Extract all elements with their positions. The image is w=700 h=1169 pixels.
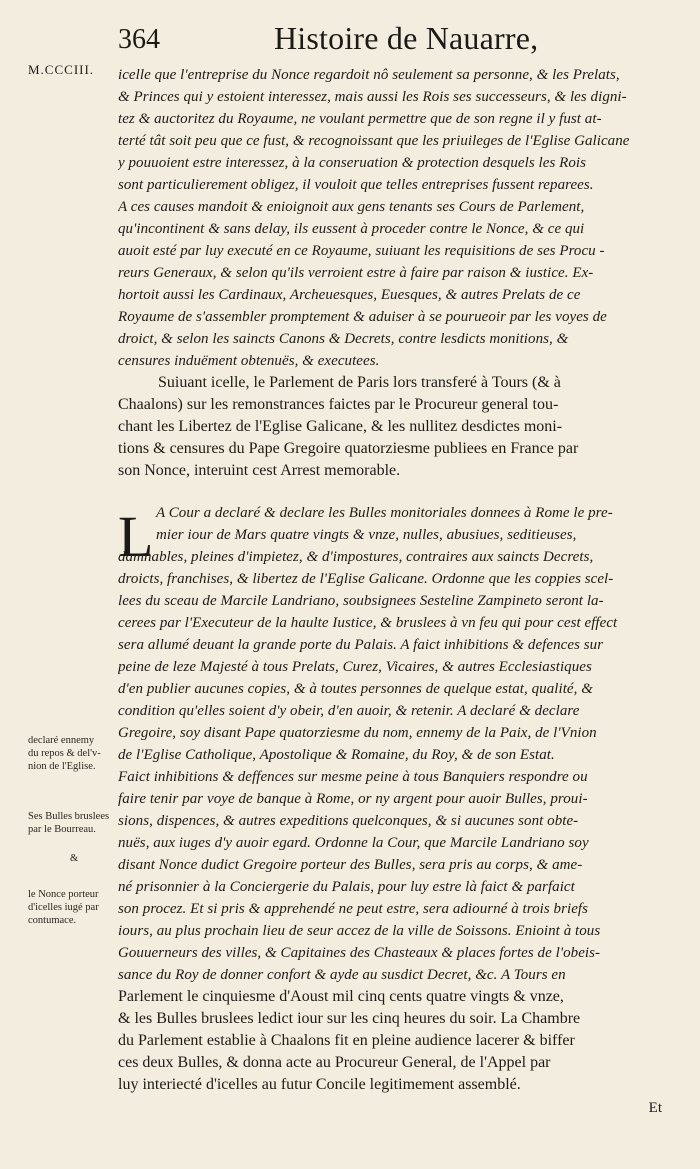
text-line: son Nonce, interuint cest Arrest memorable. [118, 462, 401, 479]
drop-cap: L [118, 504, 154, 569]
text-line: tions & censures du Pape Gregoire quatorziesme publiees en France par [118, 440, 579, 457]
paragraph-parlement [118, 372, 674, 482]
text-line: A Cour a declaré & declare les Bulles monitoriales donnees à Rome le pre- [156, 505, 613, 521]
text-line: auoit esté par luy executé en ce Royaume, suiuant les requisitions de ses Procu - [118, 243, 605, 259]
margin-line: d'icelles iugé par [28, 902, 99, 913]
margin-note-enemy [28, 734, 101, 773]
margin-year: M.CCCIII. [28, 62, 95, 77]
margin-line: le Nonce porteur [28, 889, 99, 900]
margin-line: Ses Bulles bruslees [28, 811, 110, 822]
margin-note-ampersand: & [70, 853, 79, 864]
text-line: mier iour de Mars quatre vingts & vnze, nulles, abusiues, seditieuses, [156, 527, 577, 543]
margin-line: declaré ennemy [28, 735, 95, 746]
text-line: d'en publier aucunes copies, & à toutes personnes de quelque estat, qualité, & [118, 681, 593, 697]
text-line: chant les Libertez de l'Eglise Galicane, & les nullitez desdictes moni- [118, 418, 563, 435]
text-line: luy interiecté d'icelles au futur Concile legitimement assemblé. [118, 1076, 521, 1093]
text-line: sions, dispences, & autres expeditions quelconques, & si aucunes sont obte- [118, 813, 579, 829]
text-line: du Parlement establie à Chaalons fit en pleine audience lacerer & biffer [118, 1032, 575, 1049]
text-line: Gouuerneurs des villes, & Capitaines des Chasteaux & places fortes de l'obeis- [118, 945, 601, 961]
text-line: qu'incontinent & sans delay, ils eussent à proceder contre le Nonce, & ce qui [118, 221, 585, 237]
text-line: de l'Eglise Catholique, Apostolique & Romaine, du Roy, & de son Estat. [118, 747, 555, 763]
text-line: icelle que l'entreprise du Nonce regardoit nô seulement sa personne, & les Prelats, [118, 67, 620, 83]
text-line: droicts, franchises, & libertez de l'Eglise Galicane. Ordonne que les coppies scel- [118, 571, 614, 587]
margin-line: nion de l'Eglise. [28, 761, 96, 772]
text-line: damnables, pleines d'impietez, & d'impostures, contraires aux saincts Decrets, [118, 549, 594, 565]
margin-line: du repos & del'v- [28, 748, 101, 759]
text-line: Faict inhibitions & deffences sur mesme peine à tous Banquiers respondre ou [118, 769, 588, 785]
text-line: faire tenir par voye de banque à Rome, or ny argent pour auoir Bulles, proui- [118, 791, 588, 807]
text-line: Royaume de s'assembler promptement & aduiser à se pourueoir par les voyes de [118, 309, 607, 325]
text-line: Suiuant icelle, le Parlement de Paris lors transferé à Tours (& à [158, 374, 561, 391]
text-line: nuës, aux iuges d'y auoir egard. Ordonne la Cour, que Marcile Landriano soy [118, 835, 589, 851]
text-line: Chaalons) sur les remonstrances faictes par le Procureur general tou- [118, 396, 559, 413]
text-line: ces deux Bulles, & donna acte au Procureur General, de l'Appel par [118, 1054, 551, 1071]
text-line: peine de leze Majesté à tous Prelats, Curez, Vicaires, & autres Ecclesiastiques [118, 659, 592, 675]
text-line: sont particulierement obligez, il vouloit que telles entreprises fussent reparees. [118, 177, 594, 193]
text-line: terté tât soit peu que ce fust, & recognoissant que les priuileges de l'Eglise Galicane [118, 133, 630, 149]
text-line: disant Nonce dudict Gregoire porteur des Bulles, sera pris au corps, & ame- [118, 857, 583, 873]
text-line: sera allumé deuant la grande porte du Palais. A faict inhibitions & defences sur [118, 637, 604, 653]
text-line: reurs Generaux, & selon qu'ils verroient estre à faire par raison & iustice. Ex- [118, 265, 594, 281]
text-line: son procez. Et si pris & apprehendé ne peut estre, sera adiourné à trois briefs [118, 901, 589, 917]
text-line: & Princes qui y estoient interessez, mais aussi les Rois ses successeurs, & les digni- [118, 89, 627, 105]
text-line: censures induëment obtenuës, & executees. [118, 353, 380, 369]
arret-block [118, 502, 674, 1096]
text-line: Parlement le cinquiesme d'Aoust mil cinq cents quatre vingts & vnze, [118, 988, 564, 1005]
text-line: Gregoire, soy disant Pape quatorziesme du nom, ennemy de la Paix, de l'Vnion [118, 725, 597, 741]
text-line: iours, au plus prochain lieu de seur accez de la ville de Soissons. Enioint à tous [118, 923, 601, 939]
text-line: A ces causes mandoit & enioignoit aux gens tenants ses Cours de Parlement, [118, 199, 585, 215]
margin-note-bulls-burned [28, 810, 109, 836]
text-line: sance du Roy de donner confort & ayde au susdict Decret, &c. A Tours en [118, 967, 566, 983]
text-line: cerees par l'Executeur de la haulte Iustice, & bruslees à vn feu qui pour cest effect [118, 615, 618, 631]
catchword: Et [648, 1100, 662, 1116]
text-line: droict, & selon les saincts Canons & Decrets, contre lesdicts monitions, & [118, 331, 569, 347]
text-line: & les Bulles bruslees ledict iour sur les cinq heures du soir. La Chambre [118, 1010, 581, 1027]
text-line: né prisonnier à la Conciergerie du Palais, pour luy estre là faict & parfaict [118, 879, 575, 895]
running-title: Histoire de Nauarre, [274, 20, 539, 56]
text-line: y pouuoient estre interessez, à la conseruation & protection desquels les Rois [118, 155, 586, 171]
main-text [118, 42, 674, 1096]
text-line: hortoit aussi les Cardinaux, Archeuesques, Euesques, & autres Prelats de ce [118, 287, 581, 303]
page-number: 364 [118, 24, 160, 55]
text-line: lees du sceau de Marcile Landriano, soubsignees Sesteline Zampineto seront la- [118, 593, 604, 609]
text-line: tez & auctoritez du Royaume, ne voulant permettre que de son regne il y fust at- [118, 111, 602, 127]
paragraph-royal-letters [118, 64, 674, 372]
margin-note-nonce-judged [28, 888, 99, 927]
text-line: condition qu'elles soient d'y obeir, d'en auoir, & retenir. A declaré & declare [118, 703, 580, 719]
margin-line: contumace. [28, 915, 77, 926]
margin-line: par le Bourreau. [28, 824, 96, 835]
